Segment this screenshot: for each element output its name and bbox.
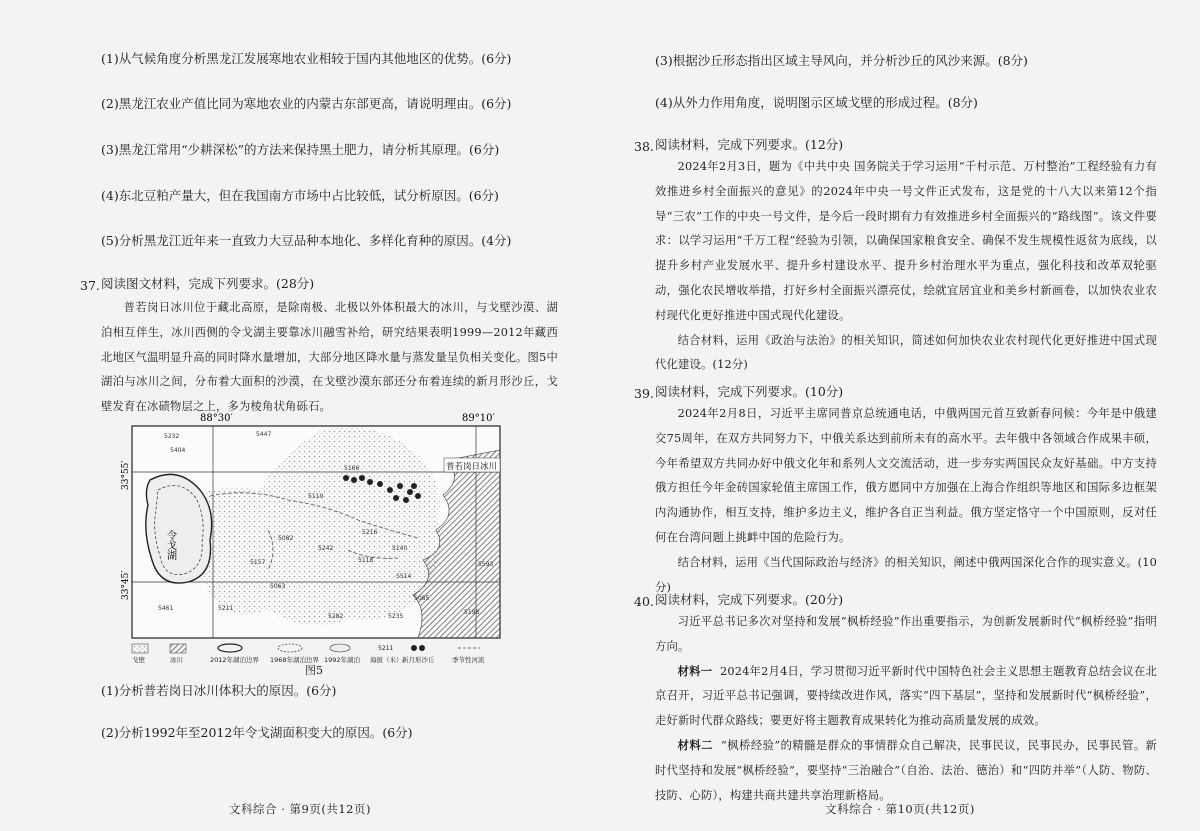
elev-label: 5166 <box>344 465 360 472</box>
page-footer-right: 文科综合 · 第10页(共12页) <box>825 802 975 816</box>
lat-label-2: 33°45′ <box>121 570 131 600</box>
q36-sub-2: (2)黑龙江农业产值比同为寒地农业的内蒙古东部更高，请说明理由。(6分) <box>101 96 512 111</box>
elev-label: 5404 <box>170 447 186 454</box>
elev-label: 5085 <box>414 595 430 602</box>
page-footer-left: 文科综合 · 第9页(共12页) <box>229 802 371 816</box>
legend-dune: 新月形沙丘 <box>402 656 435 664</box>
figure-5-map <box>118 410 518 680</box>
glacier-label: 普若岗日冰川 <box>446 462 498 472</box>
q39-stem: 阅读材料，完成下列要求。(10分) <box>655 384 844 399</box>
q39-paragraph <box>655 402 1157 600</box>
q37-sub-1: (1)分析普若岗日冰川体积大的原因。(6分) <box>101 683 337 698</box>
material1-text: 2024年2月4日，学习贯彻习近平新时代中国特色社会主义思想主题教育总结会议在北京召开，习近平总书记强调，要持续改进作风，落实“四下基层”，坚持和发展新时代“枫桥经验”，走好新时代群众路线；要更好将主题教育成果转化为推动高质量发展的成效。 <box>655 664 1157 728</box>
q36-sub-4: (4)东北豆粕产量大，但在我国南方市场中占比较低，试分析原因。(6分) <box>101 188 499 203</box>
q38-stem: 阅读材料，完成下列要求。(12分) <box>655 137 844 152</box>
q39-paragraph-text: 2024年2月8日，习近平主席同普京总统通电话，中俄两国元首互致新春问候：今年是中俄建交75周年，在双方共同努力下，中俄关系达到前所未有的高水平。去年俄中各领域合作成果丰硕，今年希望双方共同办好中俄文化年和系列人文交流活动，进一步夯实两国民众友好基础。中方支持俄方担任今年金砖国家轮值主席国工作，俄方愿同中方加强在上海合作组织等地区和国际多边框架内沟通协作，相互支持，维护多边主义，维护各自正当利益。俄方坚定恪守一个中国原则，反对任何在台湾问题上挑衅中国的危险行为。 <box>655 407 1157 544</box>
material2-text: “枫桥经验”的精髓是群众的事情群众自己解决，民事民议，民事民办，民事民管。新时代坚持和发展“枫桥经验”，要坚持“三治融合”（自治、法治、德治）和“四防并举”（人防、物防、技防、心防），构建共商共建共享治理新格局。 <box>655 738 1157 802</box>
q37-stem: 阅读图文材料，完成下列要求。(28分) <box>101 276 315 291</box>
material2-label: 材料二 <box>677 738 713 752</box>
legend-lake-2012: 2012年湖泊边界 <box>210 656 260 664</box>
q37-sub-3: (3)根据沙丘形态指出区域主导风向，并分析沙丘的风沙来源。(8分) <box>655 53 1028 68</box>
lat-label-1: 33°55′ <box>121 460 131 490</box>
lon-label-2: 89°10′ <box>462 413 495 424</box>
figure-caption: 图5 <box>305 664 323 677</box>
q36-sub-5: (5)分析黑龙江近年来一直致力大豆品种本地化、多样化育种的原因。(4分) <box>101 233 512 248</box>
map-legend <box>132 644 485 664</box>
elev-label: 5282 <box>328 613 344 620</box>
legend-lake-1968: 1968年湖泊边界 <box>270 656 320 664</box>
elev-label: 5216 <box>362 529 378 536</box>
lake-label: 令戈湖 <box>164 530 176 560</box>
q40-number: 40. <box>634 594 654 609</box>
elev-label: 5082 <box>278 535 294 542</box>
q36-sub-3: (3)黑龙江常用“少耕深松”的方法来保持黑土肥力，请分析其原理。(6分) <box>101 142 500 157</box>
q38-number: 38. <box>634 139 654 154</box>
q37-paragraph-text: 普若岗日冰川位于藏北高原，是除南极、北极以外体积最大的冰川，与戈壁沙漠、湖泊相互伴生，冰川西侧的令戈湖主要靠冰川融雪补给，研究结果表明1999—2012年藏西北地区气温明显升高的同时降水量增加，大部分地区降水量与蒸发量呈负相关变化。图5中湖泊与冰川之间，分布着大面积的沙漠，在戈壁沙漠东部还分布着连续的新月形沙丘，戈壁发育在冰碛物层之上，多为棱角状角砾石。 <box>101 301 558 414</box>
elev-label: 5242 <box>318 545 334 552</box>
legend-gobi: 戈壁 <box>132 656 145 664</box>
elev-label: 5140 <box>392 545 408 552</box>
elev-label: 5063 <box>270 583 286 590</box>
q40-intro: 习近平总书记多次对坚持和发展“枫桥经验”作出重要指示，为创新发展新时代“枫桥经验”指明方向。 <box>655 615 1157 653</box>
q40-material2 <box>655 734 1157 808</box>
q38-paragraph <box>655 155 1157 378</box>
material1-label: 材料一 <box>677 664 713 678</box>
elev-label: 5447 <box>256 431 272 438</box>
q38-paragraph-text: 2024年2月3日，题为《中共中央 国务院关于学习运用“千村示范、万村整治”工程经验有力有效推进乡村全面振兴的意见》的2024年中央一号文件正式发布，这是党的十八大以来第12个指导“三农”工作的中央一号文件，是今后一段时期有力有效推进乡村全面振兴的“路线图”。该文件要求：以学习运用“千万工程”经验为引领，以确保国家粮食安全、确保不发生规模性返贫为底线，以提升乡村产业发展水平、提升乡村建设水平、提升乡村治理水平为重点，强化科技和改革双轮驱动，强化农民增收举措，打好乡村全面振兴漂亮仗，绘就宜居宜业和美乡村新画卷，以加快农业农村现代化更好推进中国式现代化建设。 <box>655 160 1157 322</box>
legend-elev-sample: 5211 <box>378 645 394 652</box>
elev-label: 5198 <box>464 609 480 616</box>
q38-task: 结合材料，运用《政治与法治》的相关知识，简述如何加快农业农村现代化更好推进中国式现代化建设。(12分) <box>655 333 1157 372</box>
q37-sub-2: (2)分析1992年至2012年令戈湖面积变大的原因。(6分) <box>101 725 413 740</box>
q39-number: 39. <box>634 386 654 401</box>
q36-sub-1: (1)从气候角度分析黑龙江发展寒地农业相较于国内其他地区的优势。(6分) <box>101 51 512 66</box>
elev-label: 5514 <box>396 573 412 580</box>
elev-label: 5235 <box>388 613 404 620</box>
elev-label: 5119 <box>308 493 324 500</box>
right-page <box>600 0 1200 831</box>
legend-lake-1992: 1992年湖泊 <box>324 656 361 664</box>
q40-stem: 阅读材料，完成下列要求。(20分) <box>655 592 844 607</box>
legend-river: 季节性河流 <box>452 656 485 664</box>
elev-label: 5118 <box>358 557 374 564</box>
q37-number: 37. <box>80 278 100 293</box>
q39-task: 结合材料，运用《当代国际政治与经济》的相关知识，阐述中俄两国深化合作的现实意义。(10分) <box>655 555 1157 594</box>
q37-sub-4: (4)从外力作用角度，说明图示区域戈壁的形成过程。(8分) <box>655 95 978 110</box>
q40-paragraph <box>655 610 1157 808</box>
elev-label: 5211 <box>218 605 234 612</box>
q40-material1 <box>655 660 1157 734</box>
elev-label: 5232 <box>164 433 180 440</box>
lon-label-1: 88°30′ <box>200 413 233 424</box>
q37-paragraph <box>101 296 558 420</box>
elev-label: 5157 <box>250 559 266 566</box>
elev-label: 5593 <box>478 561 494 568</box>
elev-label: 5461 <box>158 605 174 612</box>
legend-elevation: 海拔（米） <box>370 656 403 664</box>
legend-glacier: 冰川 <box>170 656 183 664</box>
